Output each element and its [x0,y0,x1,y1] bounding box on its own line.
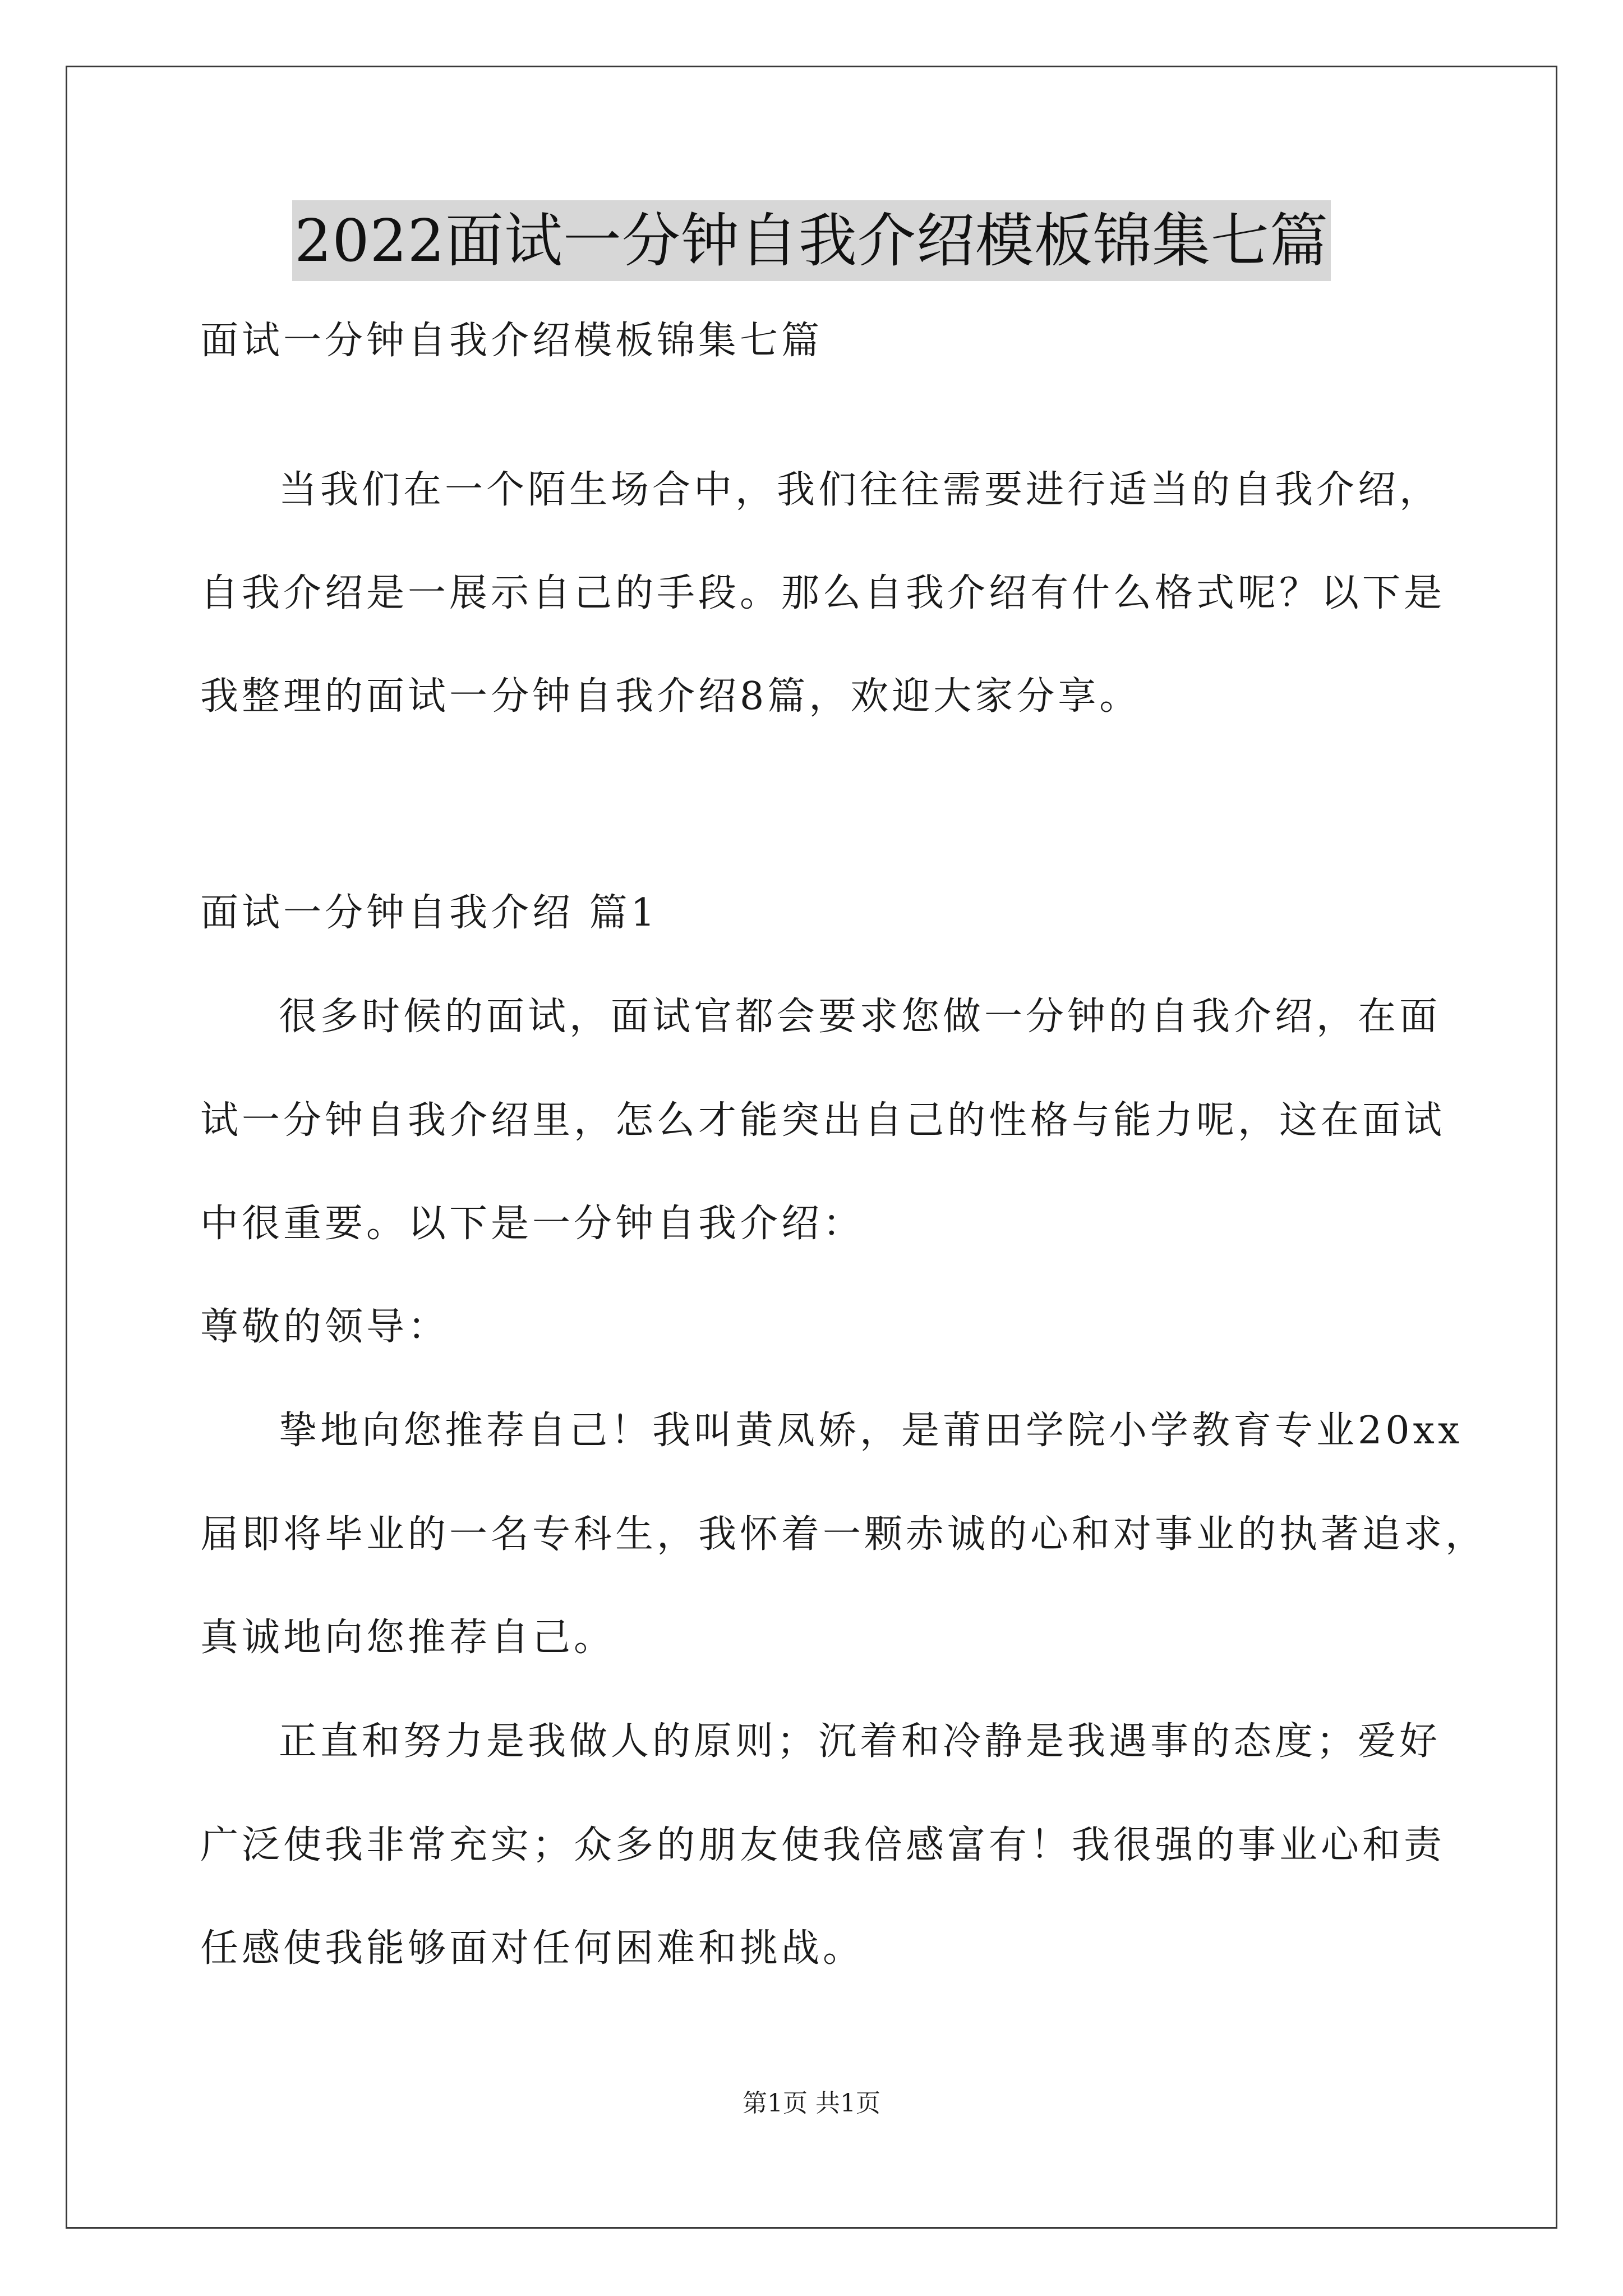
intro-line: 当我们在一个陌生场合中，我们往往需要进行适当的自我介绍， [279,468,1441,512]
paragraph-line: 正直和努力是我做人的原则；沉着和冷静是我遇事的态度；爱好 [279,1719,1441,1764]
paragraph-line: 挚地向您推荐自己！我叫黄凤娇，是莆田学院小学教育专业20xx [279,1409,1463,1453]
document-title [0,200,1623,281]
intro-line: 我整理的面试一分钟自我介绍8篇，欢迎大家分享。 [200,674,1141,719]
paragraph-line: 任感使我能够面对任何困难和挑战。 [200,1926,865,1971]
page-footer: 第1页 共1页 [743,2089,880,2118]
document-title-text: 2022面试一分钟自我介绍模板锦集七篇 [292,200,1331,281]
intro-line: 自我介绍是一展示自己的手段。那么自我介绍有什么格式呢？以下是 [200,571,1446,615]
paragraph-line: 试一分钟自我介绍里，怎么才能突出自己的性格与能力呢，这在面试 [200,1098,1446,1143]
paragraph-line: 中很重要。以下是一分钟自我介绍： [200,1202,865,1246]
salutation: 尊敬的领导： [200,1305,450,1349]
paragraph-line: 很多时候的面试，面试官都会要求您做一分钟的自我介绍，在面 [279,995,1441,1039]
paragraph-line: 届即将毕业的一名专科生，我怀着一颗赤诚的心和对事业的执著追求， [200,1512,1487,1557]
subtitle: 面试一分钟自我介绍模板锦集七篇 [200,319,823,363]
section-heading: 面试一分钟自我介绍 篇1 [200,891,658,935]
paragraph-line: 真诚地向您推荐自己。 [200,1616,616,1660]
paragraph-line: 广泛使我非常充实；众多的朋友使我倍感富有！我很强的事业心和责 [200,1823,1446,1867]
